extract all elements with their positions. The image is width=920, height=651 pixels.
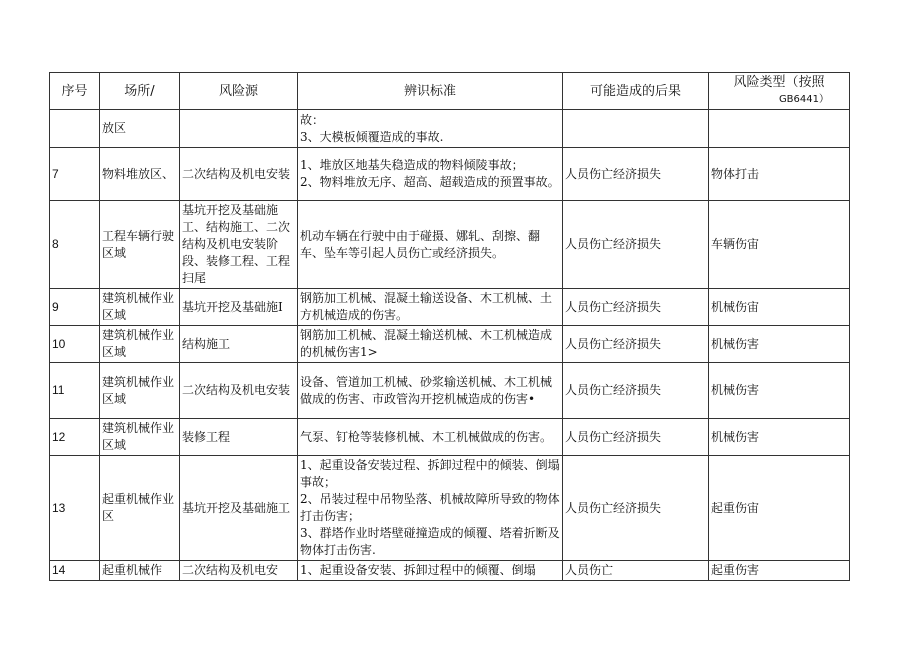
- table-row: [50, 561, 850, 581]
- table-row: [50, 110, 850, 148]
- cell-type: 起重伤害: [709, 561, 850, 581]
- cell-type: 车辆伤宙: [709, 201, 850, 289]
- cell-type: 物体打击: [709, 148, 850, 201]
- standard-line: 1、堆放区地基失稳造成的物料倾陵事故；: [300, 158, 524, 172]
- cell-consequence: 人员伤亡经济损失: [563, 456, 709, 561]
- cell-place: 物料堆放区、: [100, 148, 180, 201]
- cell-source: 基坑开挖及基础施I: [180, 289, 298, 326]
- table-row: [50, 326, 850, 363]
- cell-place: 建筑机械作业区域: [100, 289, 180, 326]
- cell-source: 二次结构及机电安装: [180, 148, 298, 201]
- cell-source: [180, 110, 298, 148]
- header-risk-type-main: 风险类型（按照: [733, 75, 825, 90]
- table-header-row: [50, 73, 850, 110]
- header-consequence: 可能造成的后果: [563, 73, 709, 110]
- cell-type: [709, 110, 850, 148]
- cell-source: 二次结构及机电安装: [180, 363, 298, 419]
- header-risk-type: [709, 73, 850, 110]
- cell-no: [50, 110, 100, 148]
- table-row: [50, 363, 850, 419]
- cell-place: 放区: [100, 110, 180, 148]
- cell-place: 起重机械作: [100, 561, 180, 581]
- cell-standard: 钢筋加工机械、混凝土输送设备、木工机械、土方机械造成的伤害。: [298, 289, 563, 326]
- cell-no: 8: [50, 201, 100, 289]
- standard-line: 故：: [300, 112, 325, 127]
- cell-type: 起重伤宙: [709, 456, 850, 561]
- cell-place: 工程车辆行驶区域: [100, 201, 180, 289]
- cell-source: 结构施工: [180, 326, 298, 363]
- cell-consequence: 人员伤亡经济损失: [563, 363, 709, 419]
- cell-consequence: 人员伤亡经济损失: [563, 326, 709, 363]
- cell-type: 机械伤害: [709, 363, 850, 419]
- cell-standard: 钢筋加工机械、混凝土输送机械、木工机械造成的机械伤害1>: [298, 326, 563, 363]
- table-body: [50, 110, 850, 581]
- cell-standard: 机动车辆在行驶中由于碰摄、娜轧、刮擦、翻车、坠车等引起人员伤亡或经济损失。: [298, 201, 563, 289]
- header-risk-type-sub: GB6441）: [778, 94, 829, 105]
- standard-line: 3、群塔作业时塔壁碰撞造成的倾覆、塔着折断及物体打击伤害.: [300, 526, 560, 557]
- cell-source: 装修工程: [180, 419, 298, 456]
- cell-place: 起重机械作业区: [100, 456, 180, 561]
- cell-source: 基坑开挖及基础施工: [180, 456, 298, 561]
- table-row: [50, 289, 850, 326]
- table-row: [50, 148, 850, 201]
- cell-type: 机械伤害: [709, 419, 850, 456]
- cell-no: 10: [50, 326, 100, 363]
- table-row: [50, 419, 850, 456]
- cell-consequence: 人员伤亡经济损失: [563, 419, 709, 456]
- cell-type: 机械伤害: [709, 326, 850, 363]
- header-no: 序号: [50, 73, 100, 110]
- cell-consequence: [563, 110, 709, 148]
- cell-no: 9: [50, 289, 100, 326]
- standard-line: 3、大模板倾覆造成的事故.: [300, 129, 444, 144]
- cell-no: 14: [50, 561, 100, 581]
- risk-identification-table: [49, 72, 850, 581]
- cell-standard: [298, 456, 563, 561]
- header-place: 场所/: [100, 73, 180, 110]
- cell-place: 建筑机械作业区域: [100, 326, 180, 363]
- header-standard: 辨识标准: [298, 73, 563, 110]
- standard-line: 2、物料堆放无序、超高、超载造成的预置事故。: [300, 175, 560, 189]
- table-row: [50, 201, 850, 289]
- cell-no: 7: [50, 148, 100, 201]
- cell-type: 机械伤宙: [709, 289, 850, 326]
- cell-source: 二次结构及机电安: [180, 561, 298, 581]
- standard-line: 2、吊装过程中吊物坠落、机械故障所导致的物体打击伤害；: [300, 492, 560, 523]
- cell-standard: 1、起重设备安装、拆卸过程中的倾覆、倒塌: [298, 561, 563, 581]
- cell-standard: [298, 148, 563, 201]
- cell-consequence: 人员伤亡: [563, 561, 709, 581]
- cell-standard: [298, 110, 563, 148]
- cell-source: 基坑开挖及基础施工、结构施工、二次结构及机电安装阶段、装修工程、工程扫尾: [180, 201, 298, 289]
- cell-standard: 设备、管道加工机械、砂浆输送机械、木工机械做成的伤害、市政管沟开挖机械造成的伤害•: [298, 363, 563, 419]
- cell-no: 13: [50, 456, 100, 561]
- table-row: [50, 456, 850, 561]
- cell-no: 12: [50, 419, 100, 456]
- standard-line: 1、起重设备安装过程、拆卸过程中的倾装、倒塌事故；: [300, 458, 560, 489]
- cell-place: 建筑机械作业区域: [100, 363, 180, 419]
- cell-consequence: 人员伤亡经济损失: [563, 289, 709, 326]
- cell-place: 建筑机械作业区域: [100, 419, 180, 456]
- header-source: 风险源: [180, 73, 298, 110]
- cell-consequence: 人员伤亡经济损失: [563, 148, 709, 201]
- cell-consequence: 人员伤亡经济损失: [563, 201, 709, 289]
- cell-no: 11: [50, 363, 100, 419]
- cell-standard: 气泵、钉枪等装修机械、木工机械做成的伤害。: [298, 419, 563, 456]
